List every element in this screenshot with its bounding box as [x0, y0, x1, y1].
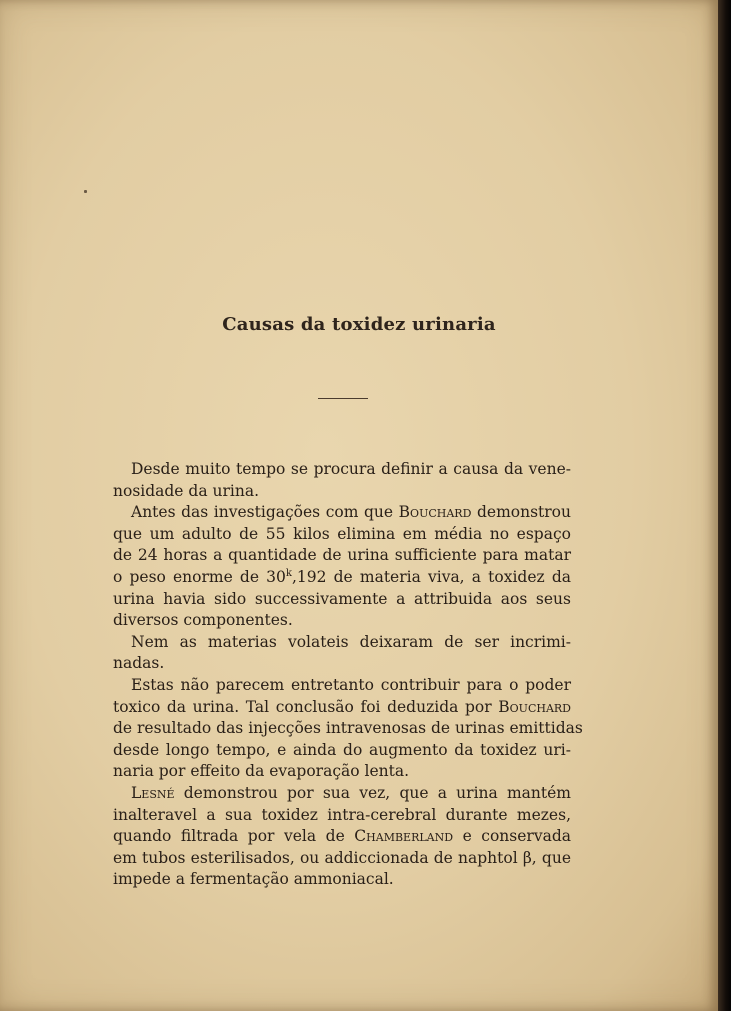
paragraph: [113, 502, 571, 632]
text-line: [113, 502, 571, 524]
text-line: urina havia sido successivamente a attribuida aos seus: [113, 589, 571, 608]
text-line: naria por effeito da evaporação lenta.: [113, 762, 410, 781]
text-run: quando filtrada por vela de: [113, 827, 355, 846]
page-edge: [718, 0, 731, 1011]
text-run: ,192 de materia viva, a toxidez da: [291, 567, 571, 586]
author-name: Lesné: [131, 783, 175, 802]
author-name: Bouchard: [398, 503, 472, 522]
text-line: Desde muito tempo se procura definir a causa da vene-: [131, 460, 571, 478]
text-line: [113, 826, 571, 848]
text-line: diversos componentes.: [113, 611, 293, 630]
author-name: Chamberland: [354, 827, 454, 846]
paragraph: [113, 675, 583, 783]
text-line: impede a fermentação ammoniacal.: [113, 870, 394, 889]
text-line: Nem as materias volateis deixaram de ser incrimi-: [131, 632, 571, 651]
text-line: nadas.: [113, 654, 165, 673]
paragraph: [113, 632, 571, 675]
text-run: Antes das investigações com que: [131, 503, 399, 522]
text-run: o peso enorme de 30: [113, 567, 286, 586]
text-line: desde longo tempo, e ainda do augmento da toxidez uri-: [113, 740, 571, 759]
text-run: demonstrou: [471, 503, 571, 522]
text-line: [113, 783, 571, 805]
text-line: em tubos esterilisados, ou addiccionada de naphtol β, que: [113, 848, 571, 867]
text-line: nosidade da urina.: [113, 481, 260, 500]
text-run: demonstrou por sua vez, que a urina mantém: [174, 783, 571, 802]
superscript: k: [285, 567, 292, 579]
text-line: de resultado das injecções intravenosas de urinas emittidas: [113, 719, 583, 738]
title-rule: [318, 398, 368, 399]
text-line: [113, 697, 571, 719]
chapter-title: Causas da toxidez urinaria: [222, 314, 496, 335]
text-line: Estas não parecem entretanto contribuir para o poder: [131, 675, 571, 694]
paragraph: [113, 459, 571, 502]
text-line: [113, 567, 571, 589]
text-run: e conservada: [453, 827, 571, 846]
author-name: Bouchard: [498, 697, 571, 716]
paper-speck: [84, 190, 87, 193]
text-line: de 24 horas a quantidade de urina sufficiente para matar: [113, 546, 571, 565]
text-line: que um adulto de 55 kilos elimina em média no espaço: [113, 524, 571, 543]
paragraph: [113, 783, 571, 891]
text-line: inalteravel a sua toxidez intra-cerebral durante mezes,: [113, 805, 571, 824]
text-run: toxico da urina. Tal conclusão foi deduzida por: [113, 697, 499, 716]
body-text: [113, 459, 583, 891]
